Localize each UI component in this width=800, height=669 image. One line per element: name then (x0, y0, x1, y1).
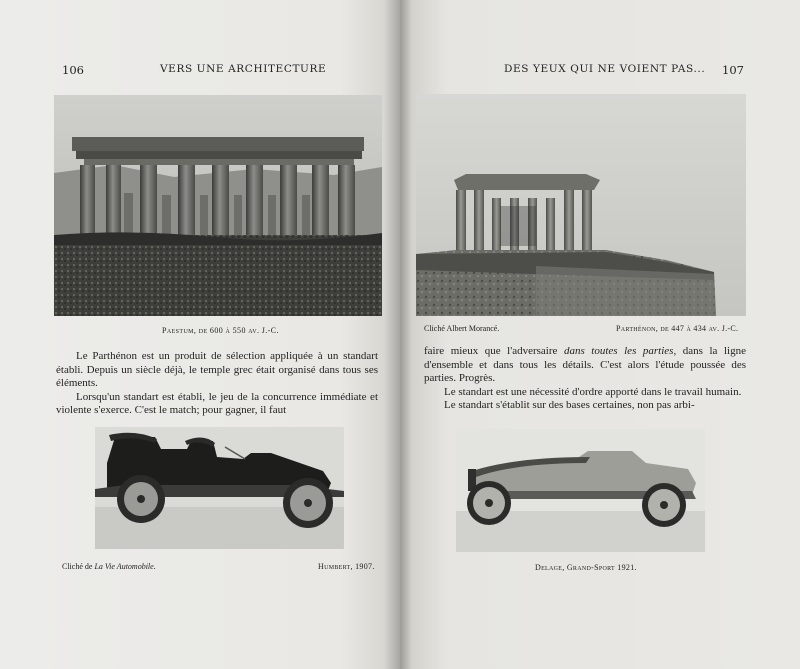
continuation-emphasis: dans toutes les parties, (563, 345, 677, 357)
paragraph-1: Le Parthénon est un produit de sélection appliquée à un standart établi. Depuis un siècle déjà, le temple grec était organisé dans tous ses éléments. (56, 350, 378, 389)
caption-humbert-title: Humbert, 1907. (318, 562, 375, 571)
caption-paestum: Paestum, de 600 à 550 av. J.-C. (162, 326, 279, 335)
paragraph-standard-bases: Le standart s'établit sur des bases certaines, non pas arbi- (444, 399, 695, 411)
body-text-left (56, 350, 378, 418)
caption-humbert-source (62, 562, 156, 571)
caption-delage: Delage, Grand-Sport 1921. (535, 563, 637, 572)
photo-delage-car (456, 429, 705, 552)
right-page (400, 0, 800, 669)
body-text-right (424, 345, 746, 413)
running-head-right: DES YEUX QUI NE VOIENT PAS... (504, 63, 706, 75)
photo-paestum-temple (54, 95, 382, 316)
photo-parthenon (416, 94, 746, 316)
page-number-right: 107 (722, 63, 744, 77)
continuation-end: dans la ligne d'ensemble et dans tous les détails. C'est alors l'étude poussée des parties. Progrès. (424, 345, 746, 384)
photo-humbert-car (95, 427, 344, 549)
running-head-left: VERS UNE ARCHITECTURE (160, 63, 327, 75)
page-number-left: 106 (62, 63, 84, 77)
caption-prefix: Cliché de (62, 562, 95, 571)
caption-photo-credit: Cliché Albert Morancé. (424, 324, 500, 333)
paragraph-2: Lorsqu'un standart est établi, le jeu de la concurrence immédiate et violente s'exerce. C'est le match; pour gagner, il faut (56, 390, 378, 416)
paragraph-continuation (424, 345, 746, 386)
paragraph-standard-necessity: Le standart est une nécessité d'ordre apporté dans le travail humain. (444, 385, 742, 398)
continuation-start: faire mieux que l'adversaire (424, 345, 564, 357)
caption-source-title: La Vie Automobile. (94, 562, 156, 571)
caption-parthenon: Parthénon, de 447 à 434 av. J.-C. (616, 324, 739, 333)
